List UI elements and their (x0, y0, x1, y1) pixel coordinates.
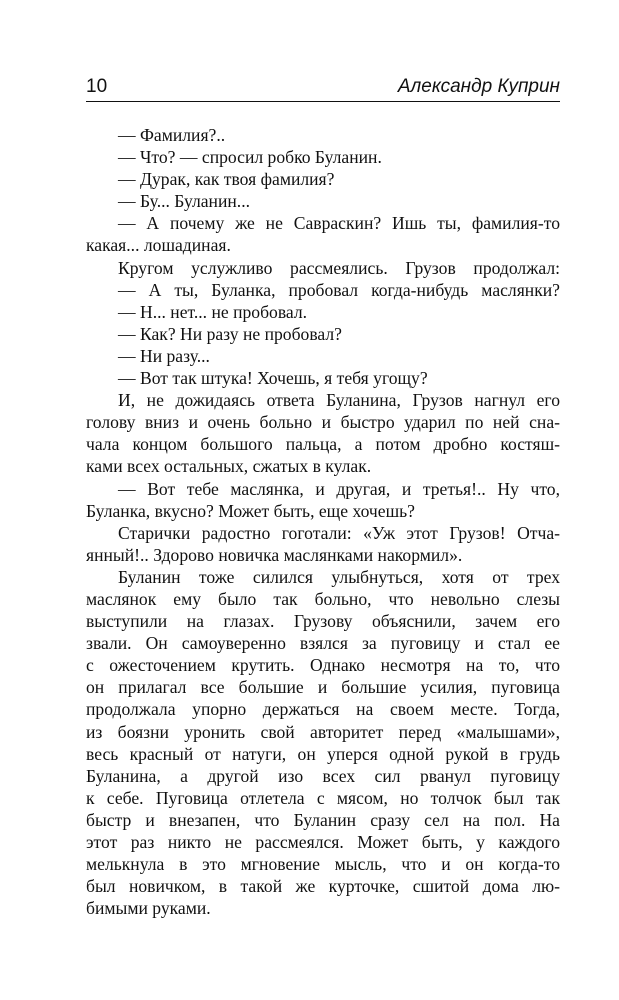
text-line: — Бу... Буланин... (118, 191, 251, 212)
text-line: Старички радостно гоготали: «Уж этот Грузов! Отча- (118, 522, 560, 543)
text-line: — Ни разу... (118, 345, 210, 366)
text-line: Буланин тоже силился улыбнуться, хотя от трех (118, 566, 560, 587)
text-line: бимыми руками. (86, 898, 211, 919)
text-line: продолжала упорно держаться на своем месте. Тогда, (86, 699, 560, 720)
text-line: янный!.. Здорово новичка маслянками накормил». (86, 544, 463, 565)
header-divider (86, 101, 560, 102)
text-line: чала концом большого пальца, а потом дробно костяш- (86, 434, 560, 455)
text-line: этот раз никто не рассмеялся. Может быть, у каждого (86, 832, 560, 852)
text-line: к себе. Пуговица отлетела с мясом, но толчок был так (86, 787, 560, 808)
running-head-author: Александр Куприн (397, 76, 560, 97)
text-line: — А ты, Буланка, пробовал когда-нибудь маслянки? (118, 279, 560, 300)
text-line: маслянок ему было так больно, что невольно слезы (86, 588, 560, 609)
text-line: — Что? — спросил робко Буланин. (118, 147, 382, 168)
text-line: — Вот тебе маслянка, и другая, и третья!.. Ну что, (118, 478, 560, 499)
text-line: какая... лошадиная. (86, 235, 231, 256)
text-line: — Как? Ни разу не пробовал? (118, 323, 342, 344)
page-number: 10 (86, 76, 108, 97)
text-line: из боязни уронить свой авторитет перед «малышами», (86, 721, 560, 742)
text-line: быстр и внезапен, что Буланин сразу сел на пол. На (86, 809, 560, 830)
text-line: — А почему же не Савраскин? Ишь ты, фамилия-то (118, 213, 560, 234)
text-line: Кругом услужливо рассмеялись. Грузов продолжал: (118, 257, 560, 278)
text-line: Буланина, а другой изо всех сил рванул пуговицу (86, 765, 560, 786)
text-line: весь красный от натуги, он уперся одной рукой в грудь (86, 743, 560, 764)
text-line: — Вот так штука! Хочешь, я тебя угощу? (118, 368, 428, 389)
page-body-text (86, 124, 560, 919)
text-line: мелькнула в это мгновение мысль, что и он когда-то (86, 854, 560, 875)
text-line: Буланка, вкусно? Может быть, еще хочешь? (86, 500, 415, 521)
page-header (86, 76, 560, 100)
text-line: выступили на глазах. Грузову объяснили, зачем его (86, 611, 560, 632)
text-line: звали. Он самоуверенно взялся за пуговицу и стал ее (86, 633, 560, 654)
text-line: — Фамилия?.. (118, 125, 226, 145)
text-line: — Н... нет... не пробовал. (118, 301, 308, 322)
text-line: И, не дожидаясь ответа Буланина, Грузов нагнул его (118, 390, 560, 411)
text-line: голову вниз и очень больно и быстро ударил по ней сна- (86, 412, 560, 433)
text-line: ками всех остальных, сжатых в кулак. (86, 456, 372, 477)
text-line: — Дурак, как твоя фамилия? (118, 169, 335, 190)
text-line: он прилагал все большие и большие усилия, пуговица (86, 677, 560, 698)
text-line: был новичком, в такой же курточке, сшитой дома лю- (86, 876, 560, 897)
text-line: с ожесточением крутить. Однако несмотря на то, что (86, 655, 560, 676)
